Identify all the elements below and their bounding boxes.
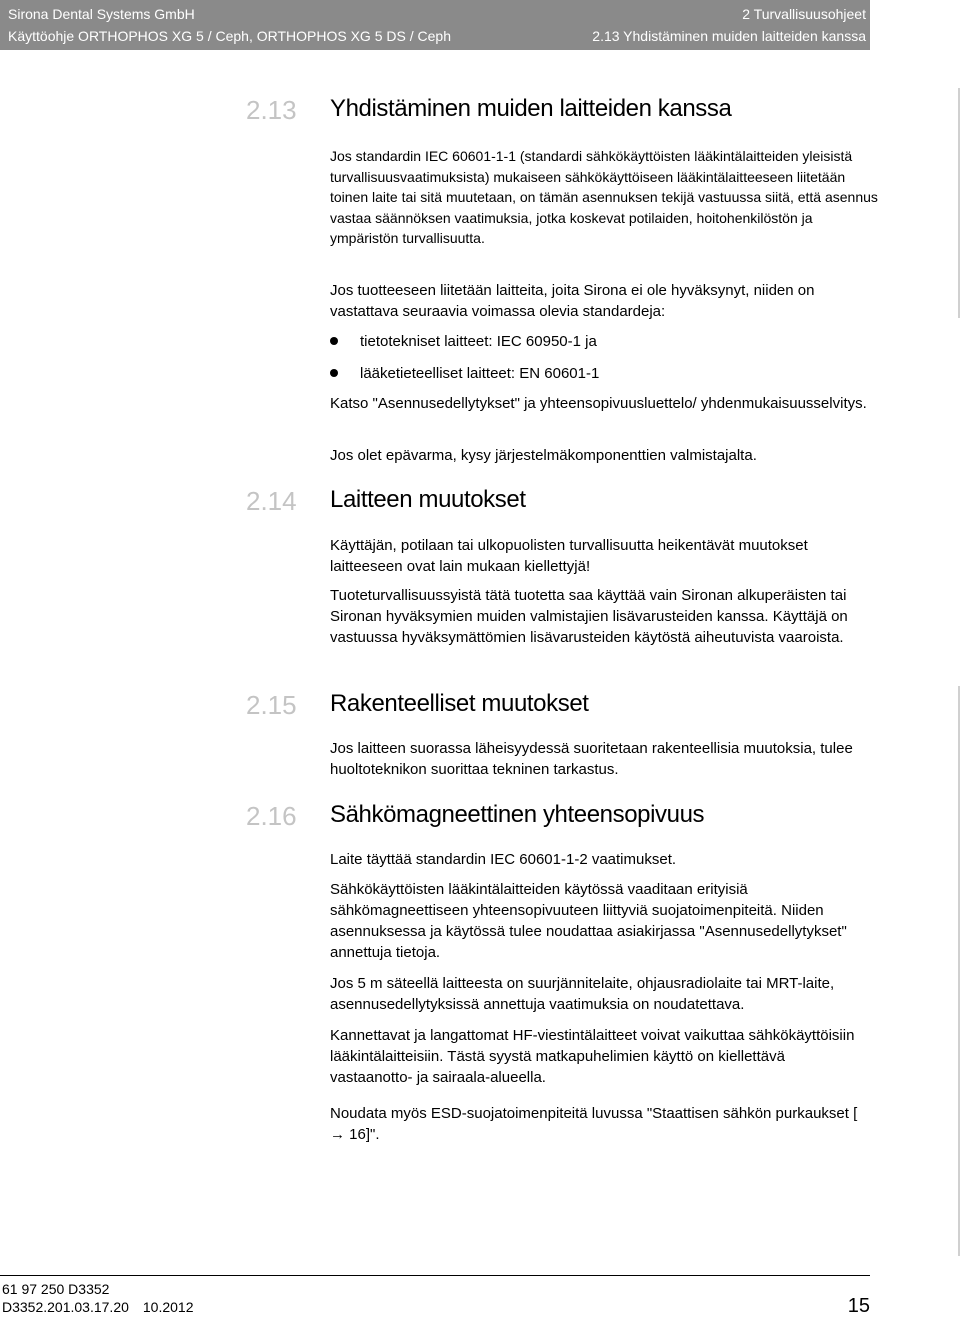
paragraph: Katso "Asennusedellytykset" ja yhteensopivuusluettelo/ yhdenmukaisuusselvitys.	[330, 395, 867, 412]
doc-date: 10.2012	[142, 1299, 194, 1315]
paragraph: Käyttäjän, potilaan tai ulkopuolisten turvallisuutta heikentävät muutokset laitteeseen ovat lain mukaan kiellettyjä!	[330, 537, 808, 575]
section-number: 2.14	[246, 486, 297, 516]
section-title: Laitteen muutokset	[330, 486, 526, 513]
page-header	[0, 0, 870, 50]
paragraph: Sähkökäyttöisten lääkintälaitteiden käytössä vaaditaan erityisiä sähkömagneettiseen yhteensopivuuteen liittyviä suojatoimenpiteitä. Niiden asennuksessa ja käytössä tulee noudattaa asiakirjassa "Asennusedellytykset" annettuja tietoja.	[330, 881, 847, 961]
section-title: Sähkömagneettinen yhteensopivuus	[330, 801, 705, 828]
paragraph: Noudata myös ESD-suojatoimenpiteitä luvussa "Staattisen sähkön purkaukset [ → 16]".	[330, 1105, 858, 1143]
section-title: Yhdistäminen muiden laitteiden kanssa	[330, 95, 732, 122]
doc-code: D3352.201.03.17.20	[2, 1299, 129, 1315]
paragraph: Kannettavat ja langattomat HF-viestintälaitteet voivat vaikuttaa sähkökäyttöisiin lääkintälaitteisiin. Tästä syystä matkapuhelimien käyttö on kiellettävä vastaanotto- ja sairaala-alueella.	[330, 1027, 855, 1086]
list-item-text: lääketieteelliset laitteet: EN 60601-1	[360, 365, 600, 382]
header-company: Sirona Dental Systems GmbH	[8, 6, 195, 22]
footer-divider	[0, 1275, 870, 1276]
header-manual-title: Käyttöohje ORTHOPHOS XG 5 / Ceph, ORTHOPHOS XG 5 DS / Ceph	[8, 28, 451, 44]
section-number: 2.16	[246, 801, 297, 831]
doc-code-line	[2, 1299, 194, 1315]
paragraph: Jos laitteen suorassa läheisyydessä suoritetaan rakenteellisia muutoksia, tulee huoltoteknikon suorittaa tekninen tarkastus.	[330, 740, 853, 778]
header-chapter: 2 Turvallisuusohjeet	[742, 6, 866, 22]
section-number: 2.13	[246, 95, 297, 125]
section-title: Rakenteelliset muutokset	[330, 690, 589, 717]
header-section: 2.13 Yhdistäminen muiden laitteiden kanssa	[592, 28, 866, 44]
bullet-icon	[330, 369, 338, 377]
paragraph: Jos standardin IEC 60601-1-1 (standardi sähkökäyttöisten lääkintälaitteiden yleisistä turvallisuusvaatimuksista) mukaiseen sähkökäyttöiseen lääkintälaitteeseen liitetään toinen laite tai sitä muutetaan, on tämän asennuksen tekijä vastuussa siitä, että asennus vastaa säännöksen vaatimuksia, jotka koskevat potilaiden, hoitohenkilöstön ja ympäristön turvallisuutta.	[330, 148, 878, 247]
paragraph: Jos tuotteeseen liitetään laitteita, joita Sirona ei ole hyväksynyt, niiden on vastattava seuraavia voimassa olevia standardeja:	[330, 282, 815, 320]
paragraph: Laite täyttää standardin IEC 60601-1-2 vaatimukset.	[330, 851, 677, 868]
paragraph: Jos olet epävarma, kysy järjestelmäkomponenttien valmistajalta.	[330, 447, 757, 464]
order-number: 61 97 250 D3352	[2, 1281, 110, 1297]
bullet-icon	[330, 337, 338, 345]
list-item-text: tietotekniset laitteet: IEC 60950-1 ja	[360, 333, 597, 350]
page-number: 15	[847, 1295, 870, 1317]
paragraph: Jos 5 m säteellä laitteesta on suurjännitelaite, ohjausradiolaite tai MRT-laite, asennusedellytyksissä annettuja vaatimuksia on noudatettava.	[330, 975, 835, 1013]
paragraph: Tuoteturvallisuussyistä tätä tuotetta saa käyttää vain Sironan alkuperäisten tai Sironan hyväksymien muiden valmistajien lisävarusteiden kanssa. Käyttäjä on vastuussa hyväksymättömien lisävarusteiden käytöstä aiheutuvista vaaroista.	[330, 587, 848, 646]
section-number: 2.15	[246, 690, 297, 720]
